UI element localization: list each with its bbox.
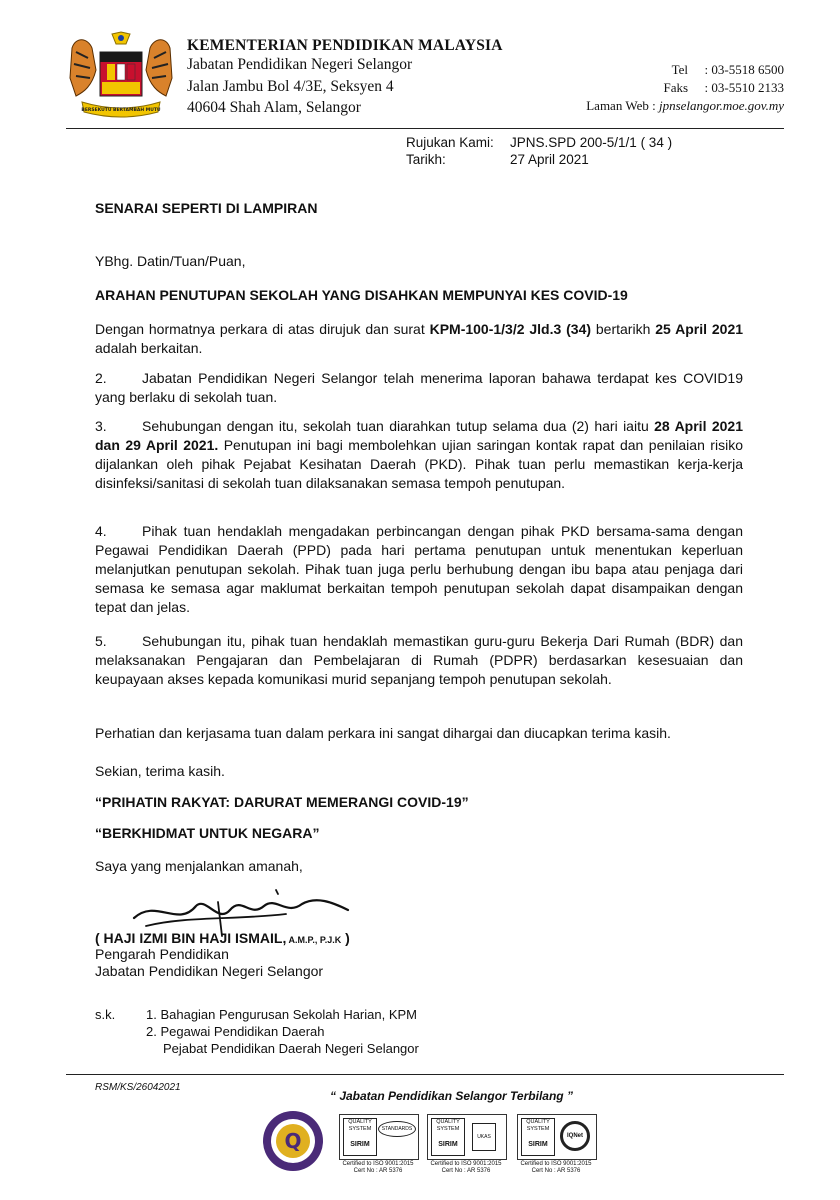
para3-text-c: Penutupan ini bagi membolehkan ujian saringan kontak rapat dan penilaian risiko dijalankan oleh pihak Pejabat Kesihatan Daerah (PKD). Pihak tuan perlu memastikan kerja-kerja disinfeksi/sanitasi di sekolah tuan dilaksanakan semasa tempoh penutupan. xyxy=(95,437,743,491)
sirim-badge-1 xyxy=(339,1114,419,1160)
badge-1-cert-no: Cert No : AR 5376 xyxy=(353,1168,403,1174)
quality-system-icon xyxy=(431,1118,465,1156)
sirim-badge-3 xyxy=(517,1114,597,1160)
signatory-honours: A.M.P., P.J.K xyxy=(286,935,342,945)
sekian: Sekian, terima kasih. xyxy=(95,763,225,779)
para5-number: 5. xyxy=(95,633,107,649)
slogan-2: “BERKHIDMAT UNTUK NEGARA” xyxy=(95,825,320,841)
para1-text-c: bertarikh xyxy=(591,321,656,337)
badge-1-sub: SIRIM xyxy=(350,1141,370,1148)
signatory-name-text: ( HAJI IZMI BIN HAJI ISMAIL, xyxy=(95,930,287,946)
badge-1-cert xyxy=(338,1161,418,1175)
footer-tagline: “ Jabatan Pendidikan Selangor Terbilang ” xyxy=(330,1089,573,1103)
website xyxy=(586,98,784,114)
fax-label: Faks xyxy=(663,80,689,95)
para5-text: Sehubungan itu, pihak tuan hendaklah memastikan guru-guru Bekerja Dari Rumah (BDR) dan melaksanakan Pengajaran dan Pembelajaran di Rumah (PDPR) berdasarkan kesesuaian dan keupayaan akses kepada komunikasi murid sepanjang tempoh penutupan sekolah. xyxy=(95,633,743,687)
paragraph-2 xyxy=(95,369,743,407)
para4-text: Pihak tuan hendaklah mengadakan perbincangan dengan pihak PKD bersama-sama dengan Pegawai Pendidikan Daerah (PPD) pada hari pertama penutupan untuk menentukan keperluan melanjutkan penutupan sekolah. Pihak tuan juga perlu berhubung dengan ibu bapa atau penjaga dari semasa ke semasa agar maklumat berkaitan tempoh penutupan sekolah dapat disampaikan dengan tepat dan jelas. xyxy=(95,523,743,615)
amanah-line: Saya yang menjalankan amanah, xyxy=(95,858,303,874)
signatory-department: Jabatan Pendidikan Negeri Selangor xyxy=(95,963,324,979)
address-line-2: Jalan Jambu Bol 4/3E, Seksyen 4 xyxy=(187,78,394,95)
badge-3-cert-no: Cert No : AR 5376 xyxy=(531,1168,581,1174)
para3-text-a: Sehubungan dengan itu, sekolah tuan diarahkan tutup selama dua (2) hari iaitu xyxy=(142,418,655,434)
web-value: jpnselangor.moe.gov.my xyxy=(658,98,784,113)
badge-2-cert-no: Cert No : AR 5376 xyxy=(441,1168,491,1174)
letterhead-divider xyxy=(66,128,784,129)
paragraph-4 xyxy=(95,522,743,617)
date-label: Tarikh: xyxy=(406,152,446,167)
para2-text: Jabatan Pendidikan Negeri Selangor telah menerima laporan bahawa terdapat kes COVID19 yang berlaku di sekolah tuan. xyxy=(95,370,743,405)
cc-item-2-sub: Pejabat Pendidikan Daerah Negeri Selangor xyxy=(163,1041,419,1056)
iqnet-logo: IQNet xyxy=(560,1121,590,1151)
reference-line xyxy=(406,135,672,150)
paragraph-3 xyxy=(95,417,743,493)
ukas-logo: UKAS xyxy=(472,1123,496,1151)
badge-2-cert xyxy=(426,1161,506,1175)
cc-item-2: 2. Pegawai Pendidikan Daerah xyxy=(146,1024,325,1039)
tel-label: Tel xyxy=(671,62,689,77)
malaysia-coat-of-arms-emblem xyxy=(62,30,180,120)
para1-text-a: Dengan hormatnya perkara di atas dirujuk dan surat xyxy=(95,321,430,337)
badge-3-cert-line: Certified to ISO 9001:2015 xyxy=(520,1161,592,1167)
standards-logo: STANDARDS xyxy=(378,1121,416,1137)
web-label: Laman Web : xyxy=(586,98,656,113)
signatory-title: Pengarah Pendidikan xyxy=(95,946,229,962)
file-reference: RSM/KS/26042021 xyxy=(95,1082,181,1093)
para1-text-e: adalah berkaitan. xyxy=(95,340,203,356)
para3-closure-dates: 28 April 2021 dan 29 April 2021. xyxy=(95,418,743,453)
quality-system-icon xyxy=(521,1118,555,1156)
slogan-1: “PRIHATIN RAKYAT: DARURAT MEMERANGI COVID-19” xyxy=(95,794,469,810)
reference-value: JPNS.SPD 200-5/1/1 ( 34 ) xyxy=(510,135,673,150)
subject-heading: ARAHAN PENUTUPAN SEKOLAH YANG DISAHKAN MEMPUNYAI KES COVID-19 xyxy=(95,287,628,303)
cc-label: s.k. xyxy=(95,1007,116,1022)
salutation: YBhg. Datin/Tuan/Puan, xyxy=(95,253,246,269)
para1-letter-ref: KPM-100-1/3/2 Jld.3 (34) xyxy=(429,321,592,337)
para3-number: 3. xyxy=(95,418,107,434)
reference-label: Rujukan Kami: xyxy=(406,135,494,150)
para1-date: 25 April 2021 xyxy=(655,321,744,337)
address-line-1: Jabatan Pendidikan Negeri Selangor xyxy=(187,56,413,73)
badge-1-cert-line: Certified to ISO 9001:2015 xyxy=(342,1161,414,1167)
sirim-badge-2 xyxy=(427,1114,507,1160)
signatory-name xyxy=(95,930,350,946)
quality-seal-icon xyxy=(262,1110,324,1172)
badge-3-cert xyxy=(516,1161,596,1175)
badge-2-cert-line: Certified to ISO 9001:2015 xyxy=(430,1161,502,1167)
fax xyxy=(663,80,784,96)
svg-text:Q: Q xyxy=(284,1129,302,1153)
badge-1-label: QUALITY SYSTEM xyxy=(348,1119,372,1132)
tel-value: : 03-5518 6500 xyxy=(704,62,784,77)
address-line-3: 40604 Shah Alam, Selangor xyxy=(187,99,361,116)
date-value: 27 April 2021 xyxy=(510,152,589,167)
fax-value: : 03-5510 2133 xyxy=(704,80,784,95)
telephone xyxy=(672,62,784,78)
cc-item-1: 1. Bahagian Pengurusan Sekolah Harian, KPM xyxy=(146,1007,418,1022)
closing-remark: Perhatian dan kerjasama tuan dalam perkara ini sangat dihargai dan diucapkan terima kasih. xyxy=(95,725,671,741)
recipient: SENARAI SEPERTI DI LAMPIRAN xyxy=(95,200,318,216)
badge-2-label: QUALITY SYSTEM xyxy=(436,1119,460,1132)
paragraph-5 xyxy=(95,632,743,689)
badge-2-sub: SIRIM xyxy=(438,1141,458,1148)
para4-number: 4. xyxy=(95,523,107,539)
quality-system-icon xyxy=(343,1118,377,1156)
badge-3-label: QUALITY SYSTEM xyxy=(526,1119,550,1132)
footer-divider xyxy=(66,1074,784,1075)
crest-motto: BERSEKUTU BERTAMBAH MUTU xyxy=(81,108,161,113)
paragraph-1 xyxy=(95,320,743,358)
date-line xyxy=(406,152,589,167)
signatory-close: ) xyxy=(341,930,350,946)
badge-3-sub: SIRIM xyxy=(528,1141,548,1148)
para2-number: 2. xyxy=(95,370,107,386)
ministry-name: KEMENTERIAN PENDIDIKAN MALAYSIA xyxy=(187,37,503,54)
